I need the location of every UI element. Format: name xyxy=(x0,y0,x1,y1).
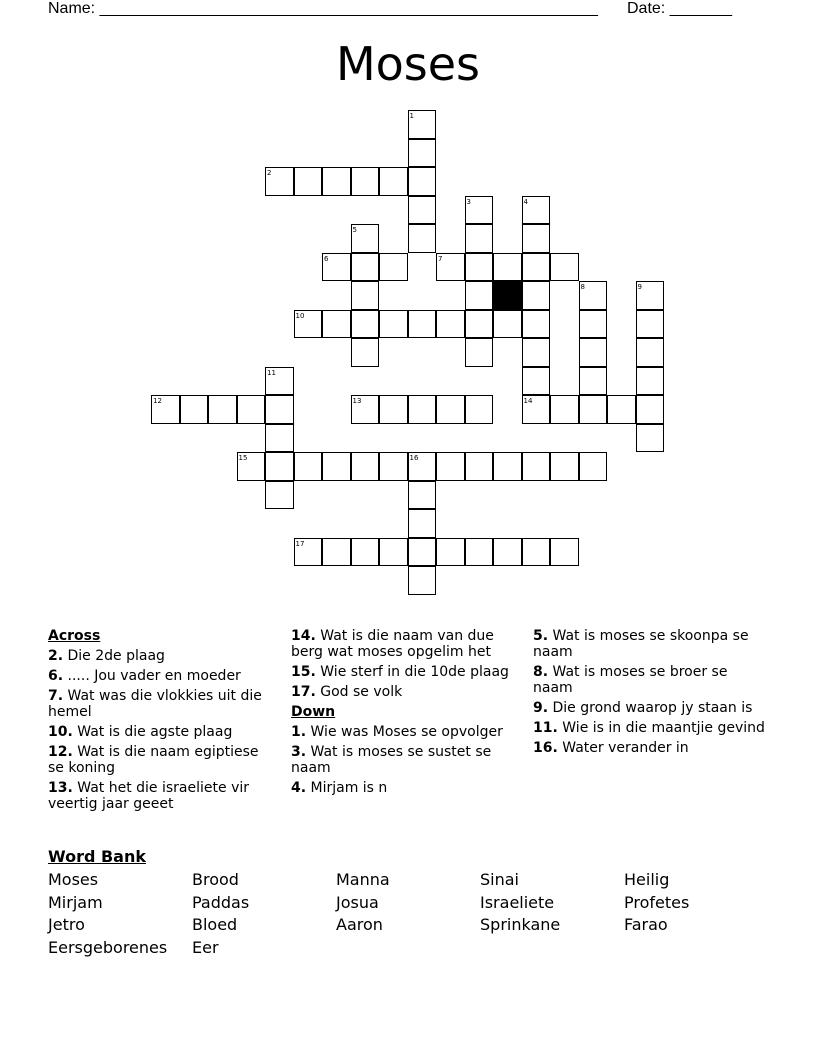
crossword-cell[interactable] xyxy=(294,452,323,481)
crossword-cell[interactable] xyxy=(237,395,266,424)
crossword-cell[interactable] xyxy=(408,310,437,339)
crossword-cell[interactable] xyxy=(351,338,380,367)
word-bank-item: Heilig xyxy=(624,870,670,889)
crossword-cell[interactable] xyxy=(522,196,551,225)
crossword-cell[interactable] xyxy=(550,395,579,424)
across-heading: Across xyxy=(48,628,101,644)
crossword-cell[interactable] xyxy=(493,538,522,567)
crossword-cell[interactable] xyxy=(379,167,408,196)
crossword-cell[interactable] xyxy=(408,167,437,196)
crossword-cell[interactable] xyxy=(322,253,351,282)
crossword-cell[interactable] xyxy=(379,253,408,282)
crossword-cell[interactable] xyxy=(408,395,437,424)
cell-number: 17 xyxy=(295,539,305,548)
clue-across-15: 15. Wie sterf in die 10de plaag xyxy=(291,664,509,680)
crossword-cell[interactable] xyxy=(351,281,380,310)
crossword-cell[interactable] xyxy=(351,253,380,282)
crossword-cell[interactable] xyxy=(408,481,437,510)
cell-number: 10 xyxy=(295,311,305,320)
crossword-cell[interactable] xyxy=(408,196,437,225)
crossword-cell[interactable] xyxy=(294,167,323,196)
crossword-cell[interactable] xyxy=(579,395,608,424)
crossword-cell[interactable] xyxy=(265,452,294,481)
crossword-cell[interactable] xyxy=(322,452,351,481)
crossword-cell[interactable] xyxy=(379,310,408,339)
crossword-cell[interactable] xyxy=(436,452,465,481)
clue-across-13: 13. Wat het die israeliete vir veertig jaar geeet xyxy=(48,780,250,812)
crossword-cell[interactable] xyxy=(351,538,380,567)
crossword-cell[interactable] xyxy=(408,566,437,595)
crossword-cell[interactable] xyxy=(522,253,551,282)
crossword-cell[interactable] xyxy=(265,481,294,510)
crossword-cell[interactable] xyxy=(465,281,494,310)
word-bank-item: Profetes xyxy=(624,892,690,912)
clue-across-14: 14. Wat is die naam van due berg wat moses opgelim het xyxy=(291,628,494,660)
crossword-cell[interactable] xyxy=(436,538,465,567)
crossword-cell[interactable] xyxy=(636,424,665,453)
crossword-cell[interactable] xyxy=(465,452,494,481)
crossword-cell[interactable] xyxy=(465,395,494,424)
cell-number: 13 xyxy=(352,397,362,405)
page-title: Moses xyxy=(335,37,481,91)
crossword-cell[interactable] xyxy=(408,452,437,481)
clue-down-5: 5. Wat is moses se skoonpa se naam xyxy=(533,628,749,660)
cell-number: 5 xyxy=(352,226,357,234)
crossword-cell[interactable] xyxy=(408,139,437,168)
cell-number: 12 xyxy=(153,397,162,405)
crossword-cell[interactable] xyxy=(408,509,437,538)
crossword-cell[interactable] xyxy=(379,395,408,424)
word-bank-item: Sinai xyxy=(480,870,519,889)
crossword-cell[interactable] xyxy=(351,452,380,481)
crossword-cell[interactable] xyxy=(522,538,551,567)
cell-number: 7 xyxy=(438,254,443,263)
word-bank-item: Israeliete xyxy=(480,892,555,912)
crossword-cell[interactable] xyxy=(294,310,323,339)
crossword-block xyxy=(493,281,522,310)
word-bank-item: Josua xyxy=(336,892,379,912)
crossword-cell[interactable] xyxy=(408,538,437,567)
cell-number: 16 xyxy=(409,454,419,462)
crossword-cell[interactable] xyxy=(636,281,665,310)
cell-number: 14 xyxy=(523,397,533,405)
crossword-cell[interactable] xyxy=(579,310,608,339)
word-bank xyxy=(48,869,768,959)
crossword-cell[interactable] xyxy=(294,538,323,567)
word-bank-item: Brood xyxy=(192,870,239,889)
crossword-cell[interactable] xyxy=(465,538,494,567)
crossword-cell[interactable] xyxy=(636,367,665,396)
word-bank-item: Sprinkane xyxy=(480,915,561,934)
crossword-cell[interactable] xyxy=(208,395,237,424)
crossword-cell[interactable] xyxy=(493,452,522,481)
clue-down-8: 8. Wat is moses se broer se naam xyxy=(533,664,728,696)
crossword-cell[interactable] xyxy=(408,110,437,139)
clue-across-10: 10. Wat is die agste plaag xyxy=(48,724,233,740)
clues-column-3 xyxy=(533,628,765,760)
cell-number: 2 xyxy=(267,169,272,177)
crossword-cell[interactable] xyxy=(180,395,209,424)
crossword-cell[interactable] xyxy=(493,253,522,282)
crossword-cell[interactable] xyxy=(351,310,380,339)
date-field-label: Date: _______ xyxy=(627,0,732,17)
crossword-cell[interactable] xyxy=(465,310,494,339)
crossword-cell[interactable] xyxy=(465,196,494,225)
clues-column-1 xyxy=(48,628,276,816)
crossword-cell[interactable] xyxy=(579,338,608,367)
crossword-cell[interactable] xyxy=(465,224,494,253)
word-bank-title: Word Bank xyxy=(48,847,147,866)
clue-across-6: 6. ..... Jou vader en moeder xyxy=(48,668,241,684)
crossword-cell[interactable] xyxy=(550,253,579,282)
crossword-cell[interactable] xyxy=(351,395,380,424)
name-field-label: Name: ________________________________________________________ xyxy=(48,0,598,17)
crossword-cell[interactable] xyxy=(265,167,294,196)
cell-number: 9 xyxy=(637,283,642,291)
crossword-cell[interactable] xyxy=(579,281,608,310)
word-bank-item: Mirjam xyxy=(48,892,103,912)
crossword-cell[interactable] xyxy=(493,310,522,339)
word-bank-item: Moses xyxy=(48,870,99,889)
crossword-cell[interactable] xyxy=(265,395,294,424)
crossword-cell[interactable] xyxy=(522,367,551,396)
word-bank-item: Eersgeborenes xyxy=(48,937,168,957)
word-bank-item: Farao xyxy=(624,915,668,934)
crossword-cell[interactable] xyxy=(436,310,465,339)
clue-across-2: 2. Die 2de plaag xyxy=(48,648,165,664)
crossword-cell[interactable] xyxy=(465,338,494,367)
crossword-cell[interactable] xyxy=(265,424,294,453)
word-bank-item: Aaron xyxy=(336,915,383,934)
crossword-cell[interactable] xyxy=(436,253,465,282)
crossword-cell[interactable] xyxy=(522,281,551,310)
clue-across-17: 17. God se volk xyxy=(291,684,403,700)
clue-across-12: 12. Wat is die naam egiptiese se koning xyxy=(48,744,259,776)
crossword-cell[interactable] xyxy=(550,538,579,567)
crossword-cell[interactable] xyxy=(522,224,551,253)
crossword-cell[interactable] xyxy=(322,167,351,196)
crossword-cell[interactable] xyxy=(265,367,294,396)
crossword-cell[interactable] xyxy=(379,538,408,567)
clue-down-1: 1. Wie was Moses se opvolger xyxy=(291,724,503,740)
crossword-cell[interactable] xyxy=(379,452,408,481)
crossword-cell[interactable] xyxy=(579,452,608,481)
crossword-cell[interactable] xyxy=(522,395,551,424)
cell-number: 8 xyxy=(580,283,585,291)
crossword-cell[interactable] xyxy=(408,224,437,253)
cell-number: 15 xyxy=(238,454,248,462)
word-bank-item: Bloed xyxy=(192,915,238,934)
crossword-cell[interactable] xyxy=(522,310,551,339)
clue-down-16: 16. Water verander in xyxy=(533,740,689,756)
cell-number: 4 xyxy=(523,197,528,206)
word-bank-item: Paddas xyxy=(192,892,250,912)
crossword-cell[interactable] xyxy=(351,224,380,253)
crossword-cell[interactable] xyxy=(636,310,665,339)
crossword-cell[interactable] xyxy=(522,452,551,481)
clue-down-9: 9. Die grond waarop jy staan is xyxy=(533,700,753,716)
clues-column-2 xyxy=(291,628,519,800)
crossword-cell[interactable] xyxy=(636,338,665,367)
crossword-cell[interactable] xyxy=(322,538,351,567)
cell-number: 6 xyxy=(324,254,329,263)
crossword-cell[interactable] xyxy=(522,338,551,367)
down-heading: Down xyxy=(291,704,336,720)
crossword-cell[interactable] xyxy=(465,253,494,282)
crossword-cell[interactable] xyxy=(607,395,636,424)
crossword-cell[interactable] xyxy=(636,395,665,424)
crossword-cell[interactable] xyxy=(151,395,180,424)
word-bank-item: Jetro xyxy=(48,915,85,934)
clue-across-7: 7. Wat was die vlokkies uit die hemel xyxy=(48,688,262,720)
cell-number: 11 xyxy=(267,368,276,377)
clue-down-4: 4. Mirjam is n xyxy=(291,780,388,796)
cell-number: 1 xyxy=(409,112,414,120)
crossword-cell[interactable] xyxy=(579,367,608,396)
crossword-cell[interactable] xyxy=(322,310,351,339)
clue-down-3: 3. Wat is moses se sustet se naam xyxy=(291,744,492,776)
cell-number: 3 xyxy=(466,197,471,206)
crossword-cell[interactable] xyxy=(436,395,465,424)
word-bank-item: Eer xyxy=(192,937,219,957)
crossword-cell[interactable] xyxy=(237,452,266,481)
crossword-cell[interactable] xyxy=(550,452,579,481)
clue-down-11: 11. Wie is in die maantjie gevind xyxy=(533,720,765,736)
word-bank-item: Manna xyxy=(336,870,390,889)
crossword-cell[interactable] xyxy=(351,167,380,196)
